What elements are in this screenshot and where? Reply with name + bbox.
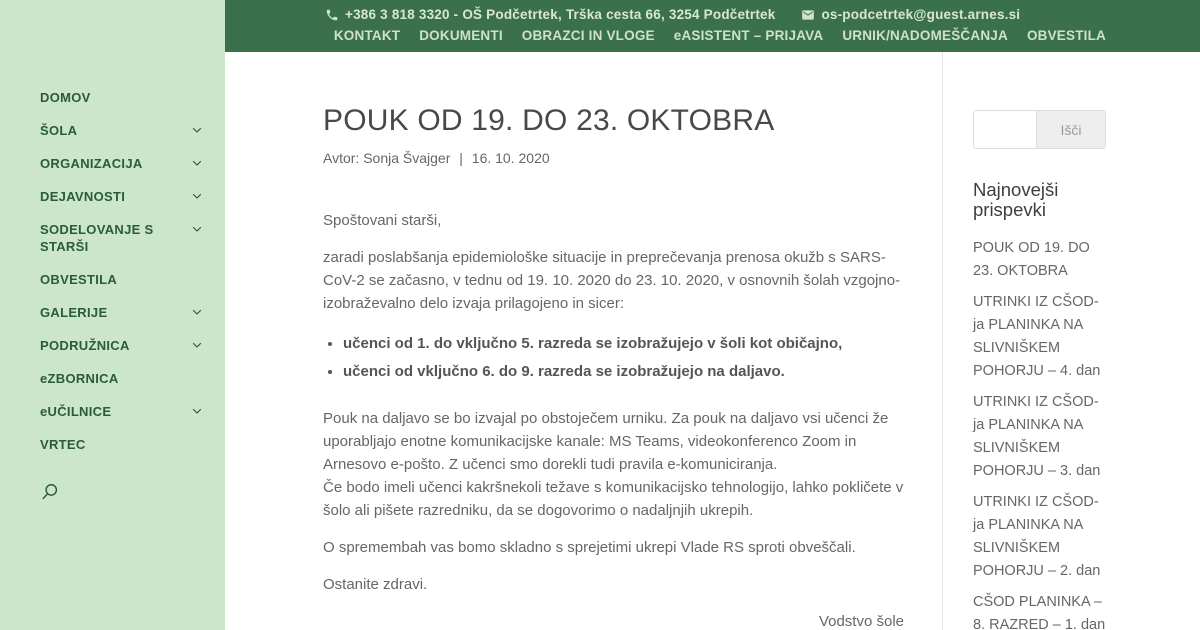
phone-icon (325, 8, 339, 22)
paragraph-line: Pouk na daljavo se bo izvajal po obstoječem urniku. Za pouk na daljavo vsi učenci že uporabljajo enotne komunikacijske kanale: MS Teams, videokonferenco Zoom in Arnesovo e-pošto. Z učenci smo dorekli tudi pravila e-komuniciranja. (323, 410, 889, 473)
sidebar-item-label: ŠOLA (40, 123, 78, 138)
top-bar (225, 0, 1200, 52)
paragraph: Ostanite zdravi. (323, 576, 428, 593)
recent-post-link[interactable]: POUK OD 19. DO 23. OKTOBRA (973, 240, 1090, 279)
list-item (973, 391, 1106, 483)
sidebar-item-label: eZBORNICA (40, 371, 119, 386)
post-date: 16. 10. 2020 (471, 150, 550, 166)
chevron-down-icon[interactable] (191, 339, 203, 351)
chevron-down-icon[interactable] (191, 157, 203, 169)
bullet-list (343, 332, 904, 383)
email-link[interactable] (801, 7, 1020, 22)
list-item (973, 491, 1106, 583)
sidebar-item-ezbornica[interactable] (40, 370, 203, 387)
article (323, 104, 904, 630)
search-icon[interactable] (40, 482, 60, 502)
email-address: os-podcetrtek@guest.arnes.si (821, 7, 1021, 22)
sidebar-item-vrtec[interactable] (40, 436, 203, 453)
author-link[interactable]: Sonja Švajger (363, 150, 451, 166)
list-item (973, 237, 1106, 283)
nav-obrazci-in-vloge[interactable]: OBRAZCI IN VLOGE (521, 28, 655, 43)
left-sidebar (0, 0, 225, 630)
sidebar-item-obvestila[interactable] (40, 271, 203, 288)
sidebar-item-label: eUČILNICE (40, 404, 112, 419)
sidebar-item-podruznica[interactable] (40, 337, 203, 354)
chevron-down-icon[interactable] (191, 306, 203, 318)
sidebar-item-organizacija[interactable] (40, 155, 203, 172)
paragraph: Spoštovani starši, (323, 212, 442, 229)
chevron-down-icon[interactable] (191, 405, 203, 417)
chevron-down-icon[interactable] (191, 223, 203, 235)
paragraph (323, 407, 904, 522)
sidebar-menu (40, 89, 203, 453)
bullet-item: • učenci od 1. do vključno 5. razreda se izobražujejo v šoli kot običajno, (343, 332, 904, 355)
author-label: Avtor: (323, 150, 360, 166)
content-divider (942, 52, 943, 630)
paragraph: O spremembah vas bomo skladno s sprejetimi ukrepi Vlade RS sproti obveščali. (323, 539, 856, 556)
bullet-item: • učenci od vključno 6. do 9. razreda se izobražujejo na daljavo. (343, 360, 904, 383)
sidebar-item-label: SODELOVANJE S STARŠI (40, 222, 154, 254)
search-input[interactable] (974, 111, 1036, 148)
nav-easistent-prijava[interactable]: eASISTENT – PRIJAVA (673, 28, 824, 43)
sidebar-item-sola[interactable] (40, 122, 203, 139)
nav-obvestila[interactable]: OBVESTILA (1026, 28, 1106, 43)
sidebar-item-label: OBVESTILA (40, 272, 118, 287)
chevron-down-icon[interactable] (191, 190, 203, 202)
phone-number: +386 3 818 3320 - OŠ Podčetrtek, Trška cesta 66, 3254 Podčetrtek (345, 7, 776, 22)
chevron-down-icon[interactable] (191, 124, 203, 136)
recent-post-link[interactable]: UTRINKI IZ CŠOD-ja PLANINKA NA SLIVNIŠKEM POHORJU – 2. dan (973, 494, 1101, 579)
sidebar-item-label: DEJAVNOSTI (40, 189, 126, 204)
sidebar-item-galerije[interactable] (40, 304, 203, 321)
article-body (323, 209, 904, 630)
sidebar-item-domov[interactable] (40, 89, 203, 106)
post-meta (323, 150, 904, 166)
recent-post-link[interactable]: UTRINKI IZ CŠOD-ja PLANINKA NA SLIVNIŠKEM POHORJU – 3. dan (973, 394, 1101, 479)
recent-post-link[interactable]: CŠOD PLANINKA – 8. RAZRED – 1. dan (973, 594, 1106, 630)
signature: Vodstvo šole (818, 613, 904, 630)
search-submit-button[interactable]: Išči (1036, 111, 1105, 148)
list-item (973, 591, 1106, 630)
sidebar-item-label: VRTEC (40, 437, 86, 452)
sidebar-item-dejavnosti[interactable] (40, 188, 203, 205)
list-item (973, 291, 1106, 383)
nav-urnik-nadomescanja[interactable]: URNIK/NADOMEŠČANJA (842, 28, 1008, 43)
sidebar-item-label: DOMOV (40, 90, 91, 105)
sidebar-item-eucilnice[interactable] (40, 403, 203, 420)
contact-info (325, 7, 1020, 22)
top-nav (334, 28, 1106, 43)
recent-posts-list (973, 237, 1106, 630)
sidebar-item-sodelovanje-s-starsi[interactable] (40, 221, 203, 255)
sidebar-item-label: GALERIJE (40, 305, 108, 320)
sidebar-item-label: ORGANIZACIJA (40, 156, 143, 171)
meta-separator: | (459, 150, 463, 166)
paragraph-line: Če bodo imeli učenci kakršnekoli težave s komunikacijsko tehnologijo, lahko pokličete v šolo ali pišete razredniku, da se dogovorimo o nadaljnjih ukrepih. (323, 479, 904, 519)
nav-dokumenti[interactable]: DOKUMENTI (419, 28, 503, 43)
paragraph: zaradi poslabšanja epidemiološke situacije in preprečevanja prenosa okužb s SARS-CoV-2 se začasno, v tednu od 19. 10. 2020 do 23. 10. 2020, v osnovnih šolah vzgojno-izobraževalno delo izvaja prilagojeno in sicer: (323, 249, 901, 312)
sidebar-item-label: PODRUŽNICA (40, 338, 130, 353)
email-icon (801, 8, 815, 22)
page-title: POUK OD 19. DO 23. OKTOBRA (323, 104, 775, 137)
recent-posts-heading: Najnovejši prispevki (973, 179, 1059, 220)
right-sidebar (973, 110, 1106, 630)
recent-post-link[interactable]: UTRINKI IZ CŠOD-ja PLANINKA NA SLIVNIŠKEM POHORJU – 4. dan (973, 294, 1101, 379)
search-form (973, 110, 1106, 149)
nav-kontakt[interactable]: KONTAKT (333, 28, 401, 43)
